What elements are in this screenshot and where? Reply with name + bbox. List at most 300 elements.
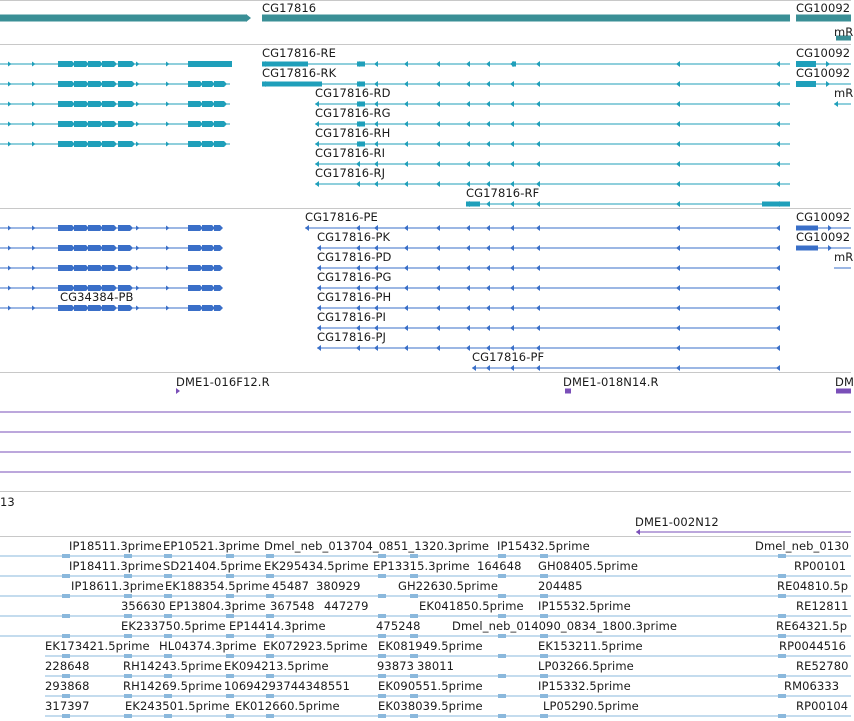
est-block xyxy=(62,694,70,698)
strand-arrow xyxy=(404,141,408,147)
strand-arrow xyxy=(486,141,490,147)
exon-block xyxy=(102,245,117,251)
est-label[interactable]: IP15432.5prime xyxy=(497,539,590,553)
mrna-label[interactable]: CG17816-RH xyxy=(315,126,391,140)
est-label[interactable]: 367548 xyxy=(270,599,315,613)
strand-arrow xyxy=(510,265,514,271)
est-label[interactable]: RP00101 xyxy=(794,559,847,573)
est-block xyxy=(124,574,132,578)
est-block xyxy=(378,714,386,718)
exon-block xyxy=(58,265,75,271)
est-block xyxy=(778,554,786,558)
exon-block xyxy=(188,245,203,251)
exon-block xyxy=(74,61,89,67)
strand-arrow xyxy=(536,245,540,251)
est-label[interactable]: EK041850.5prime xyxy=(419,599,524,613)
est-block xyxy=(778,654,786,658)
strand-arrow xyxy=(776,345,780,351)
strand-arrow xyxy=(8,266,12,271)
est-block xyxy=(378,694,386,698)
strand-arrow xyxy=(776,305,780,311)
track-separator xyxy=(0,0,851,1)
est-label[interactable]: LP05290.5prime xyxy=(543,699,639,713)
est-label[interactable]: EK072923.5prime xyxy=(263,639,368,653)
est-block xyxy=(62,614,70,618)
strand-arrow xyxy=(486,285,490,291)
strand-arrow xyxy=(404,81,408,87)
strand-arrow xyxy=(136,122,140,127)
strand-arrow xyxy=(776,101,780,107)
est-block xyxy=(378,674,386,678)
exon-block xyxy=(88,225,103,231)
exon-block xyxy=(102,121,117,127)
exon-block xyxy=(118,141,135,147)
strand-arrow xyxy=(436,265,440,271)
strand-arrow xyxy=(356,345,360,351)
est-block xyxy=(164,714,172,718)
strand-arrow xyxy=(436,141,440,147)
strand-arrow xyxy=(466,61,470,67)
exon-block xyxy=(214,305,223,311)
est-block xyxy=(266,674,274,678)
est-label[interactable]: 317397 xyxy=(45,699,90,713)
strand-arrow xyxy=(776,265,780,271)
est-block xyxy=(498,694,506,698)
strand-arrow xyxy=(404,101,408,107)
strand-arrow xyxy=(8,286,12,291)
strand-arrow xyxy=(776,225,780,231)
est-label[interactable]: RE04810.5p xyxy=(777,579,849,593)
strand-arrow xyxy=(136,286,140,291)
est-block xyxy=(498,554,506,558)
strand-arrow xyxy=(166,306,170,311)
est-block xyxy=(540,694,548,698)
est-label[interactable]: EK012660.5prime xyxy=(235,699,340,713)
est-block xyxy=(62,714,70,718)
strand-arrow xyxy=(676,201,680,207)
est-label[interactable]: EK153211.5prime xyxy=(538,639,643,653)
gene-left-truncated xyxy=(0,15,246,22)
exon-block xyxy=(796,81,816,87)
protein-label[interactable]: CG17816-PE xyxy=(305,210,378,224)
strand-arrow xyxy=(776,181,780,187)
strand-arrow xyxy=(486,81,490,87)
mrna-label[interactable]: CG17816-RF xyxy=(466,186,540,200)
exon-block xyxy=(214,265,223,271)
strand-arrow xyxy=(32,82,36,87)
est-block xyxy=(62,574,70,578)
est-label[interactable]: 475248 xyxy=(376,619,421,633)
strand-arrow xyxy=(404,245,408,251)
exon-block xyxy=(188,265,203,271)
protein-label[interactable]: CG10092 xyxy=(796,210,851,224)
exon-block xyxy=(102,225,117,231)
est-label[interactable]: RE52780 xyxy=(796,659,849,673)
track-separator xyxy=(0,536,851,537)
est-block xyxy=(164,674,172,678)
strand-arrow xyxy=(676,121,680,127)
strand-arrow xyxy=(536,141,540,147)
gene-label[interactable]: CG10092 xyxy=(796,1,851,15)
strand-arrow xyxy=(536,285,540,291)
est-block xyxy=(164,614,172,618)
strand-arrow xyxy=(510,305,514,311)
est-block xyxy=(378,594,386,598)
gene-label[interactable]: CG17816 xyxy=(262,1,317,15)
strand-arrow xyxy=(436,245,440,251)
track-separator xyxy=(0,491,851,492)
exon-block xyxy=(262,82,322,87)
est-label[interactable]: 356630 xyxy=(121,599,166,613)
exon-block xyxy=(74,225,89,231)
est-block xyxy=(266,634,274,638)
exon-block xyxy=(58,141,75,147)
est-label[interactable]: EP14414.3prime xyxy=(229,619,326,633)
est-block xyxy=(164,594,172,598)
protein-label[interactable]: CG34384-PB xyxy=(60,290,134,304)
exon-block xyxy=(202,81,215,87)
mrna-label[interactable]: mR xyxy=(834,86,854,100)
strand-arrow xyxy=(436,61,440,67)
protein-label[interactable]: CG17816-PI xyxy=(317,310,387,324)
est-block xyxy=(164,574,172,578)
est-block xyxy=(266,554,274,558)
clone-label[interactable]: DME1-016F12.R xyxy=(176,375,270,389)
exon-block xyxy=(88,101,103,107)
est-label[interactable]: Dmel_neb_014090_0834_1800.3prime xyxy=(452,619,678,633)
exon-block xyxy=(214,101,227,107)
exon-block xyxy=(188,285,203,291)
strand-arrow xyxy=(486,121,490,127)
strand-arrow xyxy=(8,246,12,251)
strand-arrow xyxy=(676,325,680,331)
est-block xyxy=(498,714,506,718)
strand-arrow xyxy=(32,122,36,127)
est-label[interactable]: EK094213.5prime xyxy=(224,659,329,673)
strand-arrow xyxy=(776,325,780,331)
est-block xyxy=(540,714,548,718)
strand-arrow xyxy=(776,245,780,251)
est-block xyxy=(266,654,274,658)
est-label[interactable]: 10694293744348551 xyxy=(224,679,351,693)
est-block xyxy=(226,654,234,658)
est-label[interactable]: RP00104 xyxy=(796,699,849,713)
protein-label[interactable]: CG17816-PK xyxy=(317,230,391,244)
exon-block xyxy=(118,81,135,87)
strand-arrow xyxy=(136,62,140,67)
strand-arrow xyxy=(676,245,680,251)
est-block xyxy=(778,594,786,598)
mrna-label[interactable]: mR xyxy=(834,25,854,39)
strand-arrow xyxy=(486,365,490,371)
est-label[interactable]: HL04374.3prime xyxy=(159,639,257,653)
strand-arrow xyxy=(166,62,170,67)
est-block xyxy=(778,694,786,698)
clone-label[interactable]: DME1-018N14.R xyxy=(563,375,659,389)
mrna-label[interactable]: CG17816-RI xyxy=(315,146,386,160)
strand-arrow xyxy=(436,225,440,231)
est-block xyxy=(498,614,506,618)
est-block xyxy=(540,634,548,638)
est-label[interactable]: EP13315.3prime xyxy=(373,559,470,573)
strand-arrow xyxy=(166,226,170,231)
mrna-label[interactable]: CG17816-RG xyxy=(315,106,391,120)
clone-label[interactable]: DM xyxy=(835,375,854,389)
gene-CG10092 xyxy=(796,15,851,22)
strand-arrow xyxy=(436,181,440,187)
est-label[interactable]: 228648 xyxy=(45,659,90,673)
est-label[interactable]: EK090551.5prime xyxy=(378,679,483,693)
est-label[interactable]: RE64321.5p xyxy=(776,619,848,633)
est-block xyxy=(266,614,274,618)
est-label[interactable]: EK233750.5prime xyxy=(121,619,226,633)
clone-label[interactable]: DME1-002N12 xyxy=(635,515,719,529)
est-block xyxy=(124,614,132,618)
est-label[interactable]: 380929 xyxy=(316,579,361,593)
strand-arrow xyxy=(466,265,470,271)
strand-arrow xyxy=(536,325,540,331)
est-block xyxy=(778,714,786,718)
strand-arrow xyxy=(404,181,408,187)
strand-arrow xyxy=(510,161,514,167)
est-label[interactable]: 93873 xyxy=(377,659,415,673)
strand-arrow xyxy=(536,201,540,207)
est-block xyxy=(410,614,418,618)
est-block xyxy=(540,674,548,678)
est-label[interactable]: EP13804.3prime xyxy=(169,599,266,613)
strand-arrow xyxy=(166,266,170,271)
est-label[interactable]: RH14269.5prime xyxy=(123,679,223,693)
est-label[interactable]: IP15332.5prime xyxy=(538,679,631,693)
est-block xyxy=(540,594,548,598)
est-block xyxy=(164,554,172,558)
strand-arrow xyxy=(676,365,680,371)
mrna-label[interactable]: CG10092 xyxy=(796,66,851,80)
protein-label[interactable]: mR xyxy=(834,250,854,264)
est-label[interactable]: 447279 xyxy=(324,599,369,613)
est-block xyxy=(778,574,786,578)
strand-arrow xyxy=(676,305,680,311)
est-block xyxy=(410,594,418,598)
exon-block xyxy=(118,265,133,271)
exon-block xyxy=(512,62,516,67)
est-label[interactable]: EK243501.5prime xyxy=(125,699,230,713)
exon-block xyxy=(202,285,215,291)
exon-block xyxy=(74,141,89,147)
exon-block xyxy=(214,81,227,87)
mrna-label[interactable]: CG10092 xyxy=(796,46,851,60)
est-label[interactable]: RH14243.5prime xyxy=(123,659,223,673)
est-label[interactable]: EP10521.3prime xyxy=(163,539,260,553)
exon-block xyxy=(214,141,227,147)
strand-arrow xyxy=(510,201,514,207)
strand-arrow xyxy=(536,265,540,271)
strand-arrow xyxy=(136,246,140,251)
est-block xyxy=(266,714,274,718)
est-block xyxy=(410,654,418,658)
mrna-label[interactable]: CG17816-RD xyxy=(315,86,391,100)
strand-arrow xyxy=(676,345,680,351)
est-block xyxy=(124,694,132,698)
est-label[interactable]: EK188354.5prime xyxy=(165,579,270,593)
strand-arrow xyxy=(8,122,12,127)
est-block xyxy=(498,594,506,598)
est-label[interactable]: 38011 xyxy=(417,659,455,673)
est-label[interactable]: 164648 xyxy=(477,559,522,573)
strand-arrow xyxy=(676,81,680,87)
strand-arrow xyxy=(166,246,170,251)
exon-block xyxy=(58,121,75,127)
strand-arrow xyxy=(8,102,12,107)
est-label[interactable]: Dmel_neb_013704_0851_1320.3prime xyxy=(264,539,490,553)
protein-label[interactable]: CG17816-PG xyxy=(317,270,392,284)
est-label[interactable]: GH22630.5prime xyxy=(398,579,499,593)
strand-arrow xyxy=(32,266,36,271)
est-block xyxy=(778,614,786,618)
est-block xyxy=(540,574,548,578)
est-block xyxy=(410,714,418,718)
est-label[interactable]: IP18411.3prime xyxy=(69,559,162,573)
exon-block xyxy=(118,225,133,231)
strand-arrow xyxy=(436,325,440,331)
strand-arrow xyxy=(166,82,170,87)
est-label[interactable]: EK038039.5prime xyxy=(378,699,483,713)
est-block xyxy=(62,674,70,678)
strand-arrow xyxy=(374,181,378,187)
est-label[interactable]: 45487 xyxy=(272,579,310,593)
strand-arrow xyxy=(536,81,540,87)
exon-block xyxy=(118,305,133,311)
exon-block xyxy=(118,245,133,251)
strand-arrow xyxy=(834,101,838,107)
est-block xyxy=(498,574,506,578)
est-label[interactable]: RE12811 xyxy=(796,599,849,613)
strand-arrow xyxy=(374,61,378,67)
exon-block xyxy=(188,305,203,311)
est-label[interactable]: RP0044516 xyxy=(779,639,847,653)
strand-arrow xyxy=(676,161,680,167)
strand-arrow xyxy=(776,285,780,291)
strand-arrow xyxy=(404,161,408,167)
est-block xyxy=(124,634,132,638)
exon-block xyxy=(74,81,89,87)
strand-arrow xyxy=(510,141,514,147)
est-block xyxy=(226,674,234,678)
exon-block xyxy=(188,81,203,87)
exon-block xyxy=(118,101,135,107)
exon-block xyxy=(58,245,75,251)
exon-block xyxy=(74,101,89,107)
protein-label[interactable]: CG17816-PH xyxy=(317,290,392,304)
est-block xyxy=(540,554,548,558)
strand-arrow xyxy=(404,121,408,127)
est-label[interactable]: GH08405.5prime xyxy=(538,559,639,573)
strand-arrow xyxy=(466,245,470,251)
clone-label[interactable]: 13 xyxy=(0,495,15,509)
strand-arrow xyxy=(676,225,680,231)
strand-arrow xyxy=(317,345,321,351)
est-block xyxy=(498,654,506,658)
strand-arrow xyxy=(436,101,440,107)
strand-arrow xyxy=(510,101,514,107)
strand-arrow xyxy=(32,226,36,231)
protein-label[interactable]: CG10092 xyxy=(796,230,851,244)
est-block xyxy=(410,694,418,698)
est-label[interactable]: RM06333 xyxy=(784,679,840,693)
strand-arrow xyxy=(536,101,540,107)
exon-block xyxy=(88,245,103,251)
exon-block xyxy=(214,225,223,231)
utr-block xyxy=(188,61,232,67)
strand-arrow xyxy=(536,121,540,127)
est-block xyxy=(410,574,418,578)
est-label[interactable]: EK081949.5prime xyxy=(378,639,483,653)
exon-block xyxy=(202,141,215,147)
mrna-label[interactable]: CG17816-RE xyxy=(262,46,336,60)
mrna-label[interactable]: CG17816-RJ xyxy=(315,166,386,180)
exon-block xyxy=(214,285,223,291)
est-block xyxy=(498,634,506,638)
est-block xyxy=(378,574,386,578)
strand-arrow xyxy=(8,82,12,87)
strand-arrow xyxy=(510,245,514,251)
strand-arrow xyxy=(32,286,36,291)
strand-arrow xyxy=(315,181,319,187)
exon-block xyxy=(88,121,103,127)
est-label[interactable]: SD21404.5prime xyxy=(163,559,262,573)
mrna-label[interactable]: CG17816-RK xyxy=(262,66,337,80)
strand-arrow xyxy=(32,306,36,311)
protein-label[interactable]: CG17816-PD xyxy=(317,250,392,264)
est-block xyxy=(410,634,418,638)
strand-arrow xyxy=(676,265,680,271)
est-label[interactable]: 204485 xyxy=(538,579,583,593)
est-label[interactable]: EK295434.5prime xyxy=(264,559,369,573)
exon-block xyxy=(88,265,103,271)
est-block xyxy=(124,594,132,598)
protein-label[interactable]: CG17816-PF xyxy=(472,350,545,364)
est-label[interactable]: Dmel_neb_0130 xyxy=(755,539,850,553)
strand-arrow xyxy=(466,305,470,311)
exon-block xyxy=(118,121,135,127)
exon-block xyxy=(102,141,117,147)
exon-block xyxy=(102,101,117,107)
protein-label[interactable]: CG17816-PJ xyxy=(317,330,387,344)
est-label[interactable]: EK173421.5prime xyxy=(45,639,150,653)
strand-arrow xyxy=(776,161,780,167)
est-block xyxy=(124,714,132,718)
est-label[interactable]: 293868 xyxy=(45,679,90,693)
gene-CG17816 xyxy=(262,15,790,22)
exon-block xyxy=(58,81,75,87)
exon-block xyxy=(214,245,223,251)
exon-block xyxy=(188,101,203,107)
strand-arrow xyxy=(374,345,378,351)
strand-arrow xyxy=(510,365,514,371)
est-block xyxy=(378,654,386,658)
strand-arrow xyxy=(486,225,490,231)
est-label[interactable]: IP15532.5prime xyxy=(538,599,631,613)
strand-arrow xyxy=(404,61,408,67)
est-label[interactable]: IP18611.3prime xyxy=(71,579,164,593)
strand-arrow xyxy=(356,181,360,187)
est-block xyxy=(266,574,274,578)
strand-arrow xyxy=(486,325,490,331)
est-label[interactable]: IP18511.3prime xyxy=(69,539,162,553)
est-label[interactable]: LP03266.5prime xyxy=(538,659,634,673)
exon-block xyxy=(58,101,75,107)
exon-block xyxy=(58,225,75,231)
